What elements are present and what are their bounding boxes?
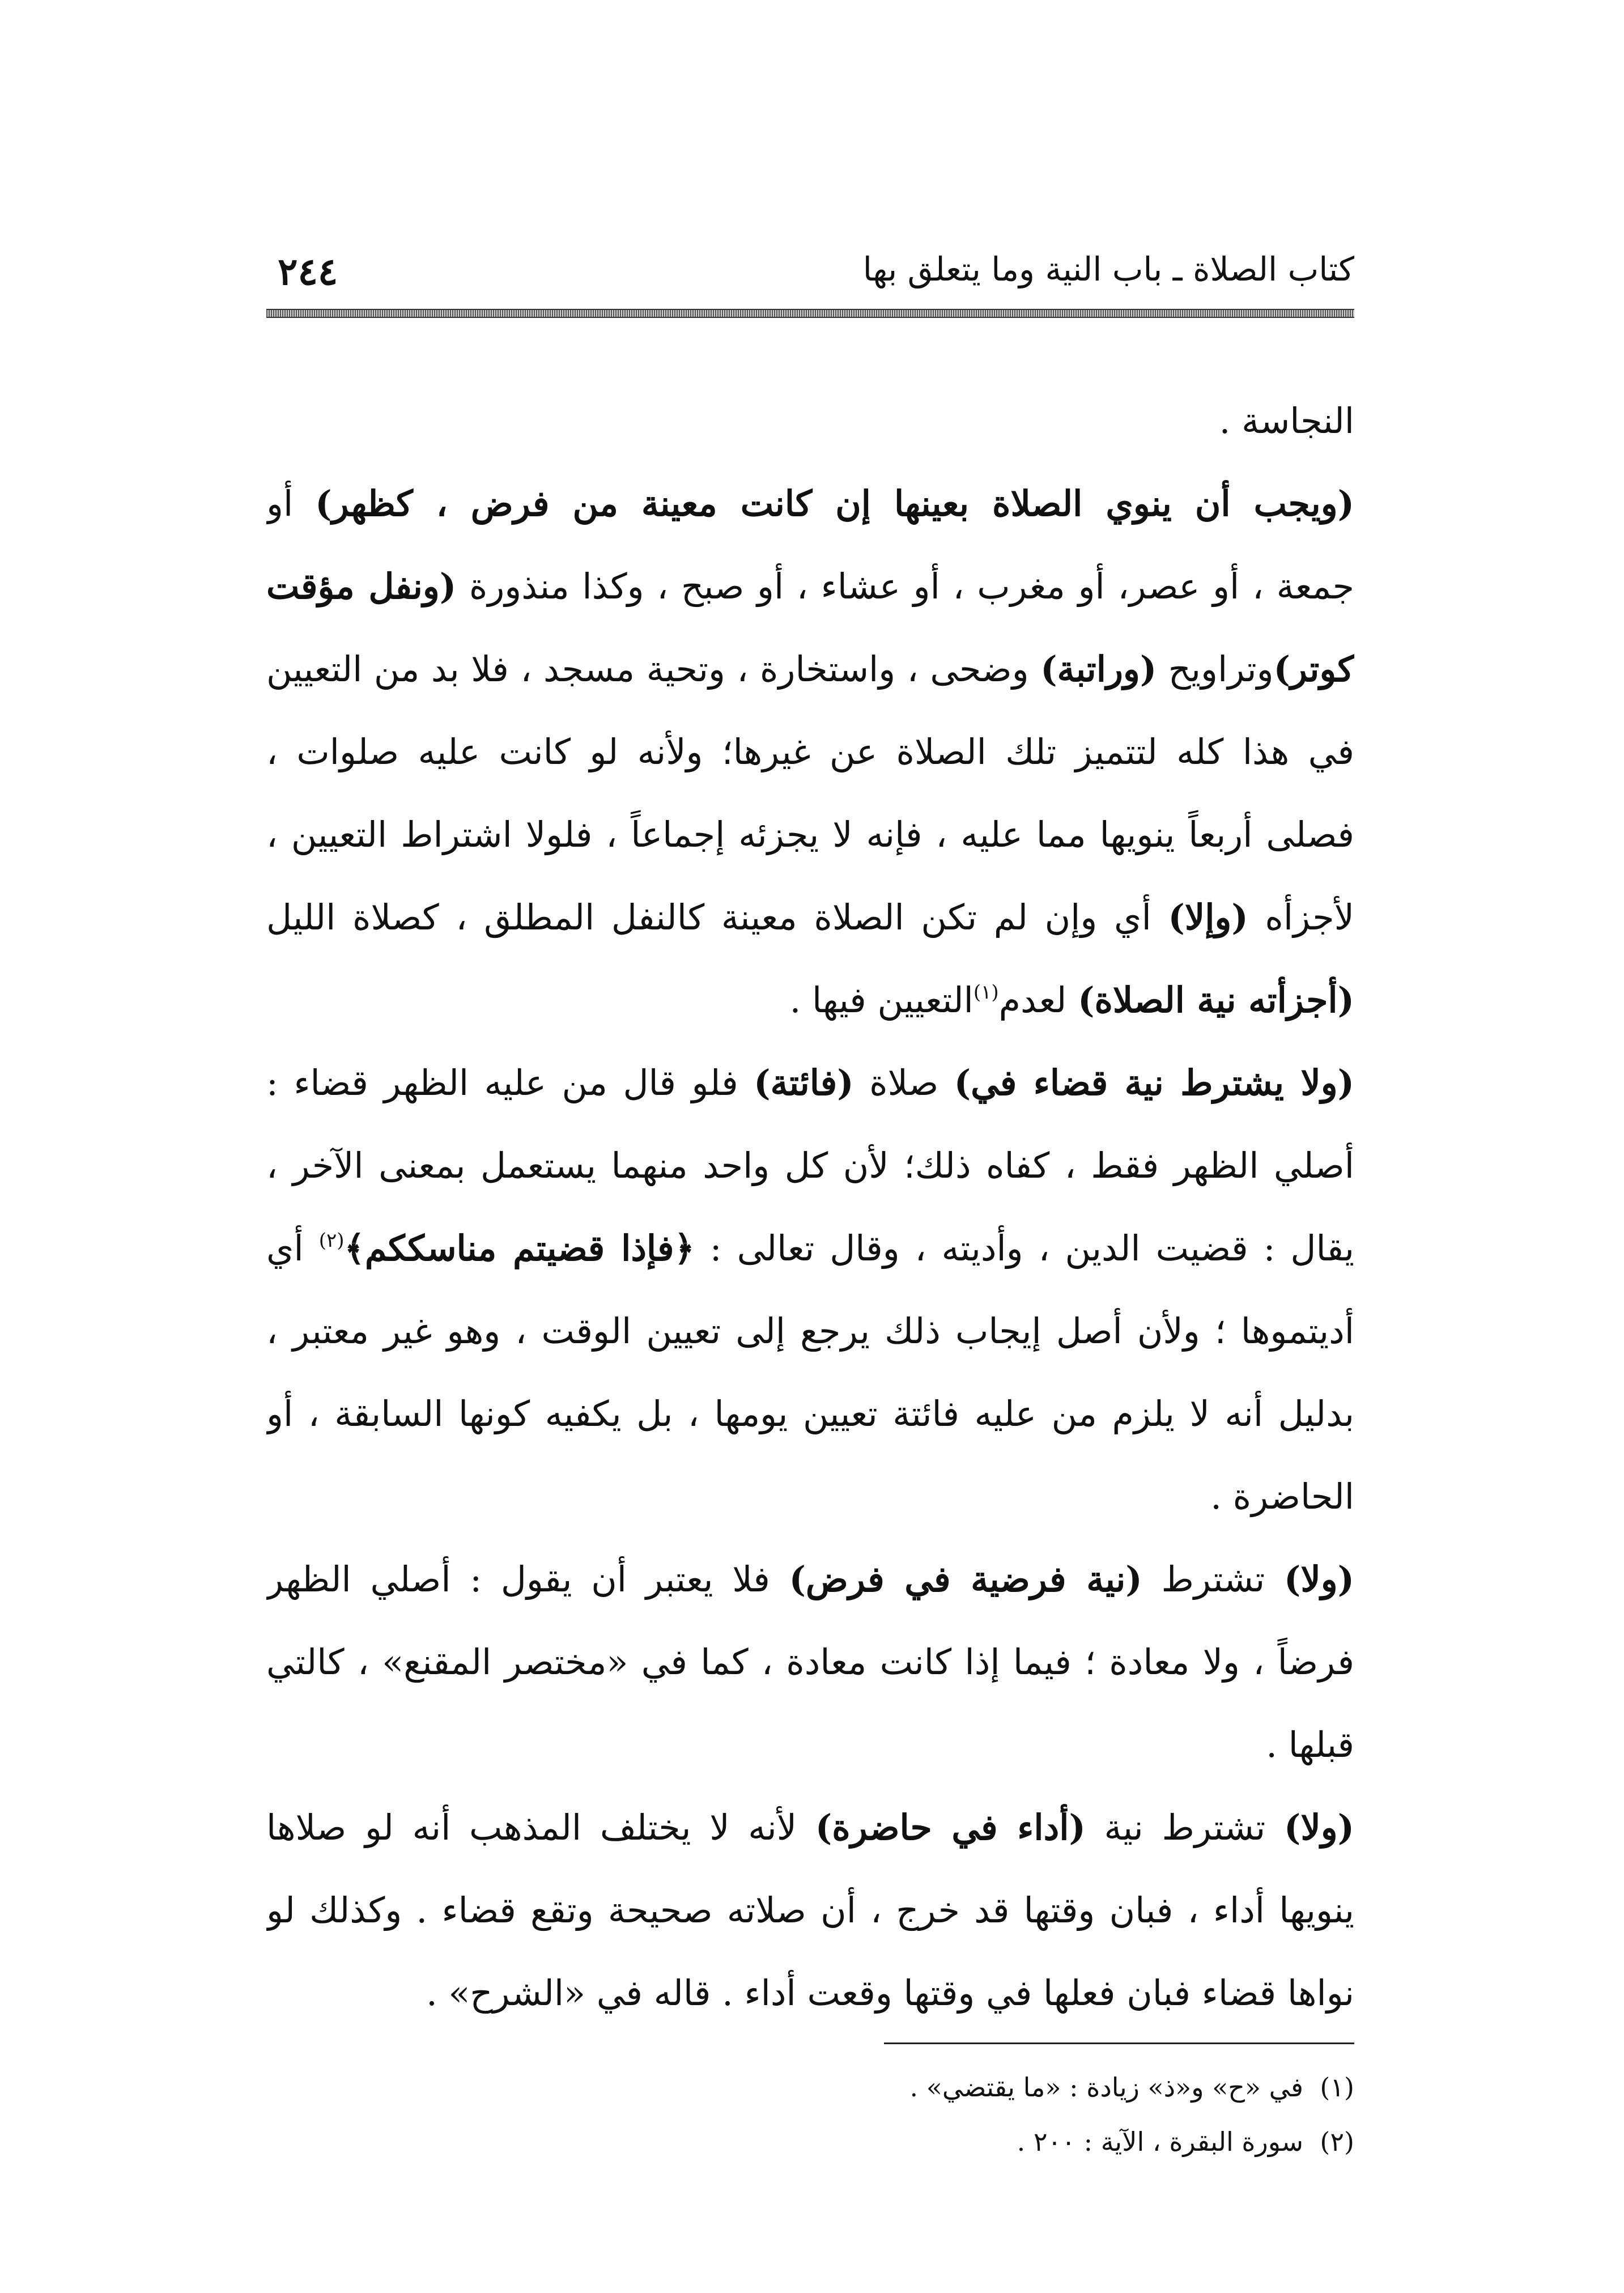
matn-text: (أجزأته نية الصلاة) (1078, 979, 1354, 1021)
text-line (266, 1373, 1354, 1455)
text-run: فصلى أربعاً ينويها مما عليه ، فإنه لا يجزئه إجماعاً ، فلولا اشتراط التعيين ، (266, 814, 1354, 855)
quran-quote: ﴿فإذا قضيتم مناسككم﴾ (344, 1228, 695, 1269)
matn-text: (ويجب أن ينوي الصلاة بعينها إن كانت معينة من فرض ، كظهر) (315, 483, 1354, 524)
text-run: فرضاً ، ولا معادة ؛ فيما إذا كانت معادة ، كما في «مختصر المقنع» ، كالتي (266, 1641, 1354, 1683)
paragraph-4 (266, 1538, 1354, 1786)
footnotes (504, 2043, 1354, 2169)
chapter-title: كتاب الصلاة ـ باب النية وما يتعلق بها (862, 250, 1354, 288)
footnote-ref-1[interactable]: (١) (973, 981, 999, 1004)
text-line (266, 1869, 1354, 1952)
footnote-ref-2[interactable]: (٢) (318, 1229, 345, 1252)
footnote-number: (١) (1320, 2072, 1354, 2103)
matn-text: كوتر) (1273, 648, 1354, 690)
text-line (266, 545, 1354, 628)
text-run: الحاضرة . (1210, 1476, 1354, 1517)
text-run: النجاسة . (1219, 400, 1354, 441)
text-run: صلاة (853, 1062, 954, 1103)
footnote-number: (٢) (1320, 2126, 1354, 2157)
text-run: أي وإن لم تكن الصلاة معينة كالنفل المطلق ، كصلاة الليل (266, 897, 1168, 938)
text-line (266, 876, 1354, 959)
text-run: فلو قال من عليه الظهر قضاء : (266, 1062, 754, 1103)
text-line (266, 1538, 1354, 1621)
paragraph-1 (266, 380, 1354, 462)
header-rule (266, 309, 1354, 318)
text-run: بدليل أنه لا يلزم من عليه فائتة تعيين يومها ، بل يكفيه كونها السابقة ، أو (266, 1393, 1354, 1434)
matn-text: (أداء في حاضرة) (815, 1807, 1086, 1848)
text-run: فلا يعتبر أن يقول : أصلي الظهر (266, 1559, 789, 1600)
footnote-2 (504, 2114, 1354, 2169)
matn-text: (ولا) (1284, 1559, 1354, 1600)
text-line (266, 1455, 1354, 1538)
footnote-text: سورة البقرة ، الآية : ٢٠٠ . (1017, 2126, 1303, 2157)
text-run: لعدم (998, 979, 1078, 1021)
text-line (266, 462, 1354, 545)
text-run: وتراويح (1157, 648, 1274, 690)
matn-text: (وراتبة) (1040, 648, 1157, 690)
footnote-text: في «ح» و«ذ» زيادة : «ما يقتضي» . (909, 2072, 1303, 2103)
paragraph-2 (266, 462, 1354, 1042)
text-run: لأنه لا يختلف المذهب أنه لو صلاها (266, 1807, 815, 1848)
text-run: في هذا كله لتتميز تلك الصلاة عن غيرها؛ ولأنه لو كانت عليه صلوات ، (266, 731, 1354, 772)
running-header (266, 238, 1354, 300)
text-line (266, 1952, 1354, 2035)
matn-text: (نية فرضية في فرض) (789, 1559, 1142, 1600)
text-line (266, 1124, 1354, 1207)
text-line (266, 1621, 1354, 1704)
text-line (266, 1704, 1354, 1786)
matn-text: (ولا يشترط نية قضاء في) (954, 1062, 1354, 1103)
text-line (266, 711, 1354, 793)
matn-text: (ولا) (1284, 1807, 1354, 1848)
text-line (266, 959, 1354, 1042)
text-line (266, 793, 1354, 876)
text-line (266, 380, 1354, 462)
paragraph-5 (266, 1786, 1354, 2035)
text-run: وضحى ، واستخارة ، وتحية مسجد ، فلا بد من التعيين (266, 648, 1041, 690)
text-line (266, 1207, 1354, 1290)
matn-text: (وإلا) (1168, 897, 1248, 938)
text-run: التعيين فيها . (789, 979, 973, 1021)
text-line (266, 1786, 1354, 1869)
matn-text: (ونفل مؤقت (266, 566, 457, 607)
main-text (266, 380, 1354, 2169)
text-run: تشترط (1142, 1559, 1285, 1600)
text-run: أو (266, 483, 316, 524)
text-line (266, 1290, 1354, 1373)
text-run: لأجزأه (1248, 897, 1354, 938)
footnote-rule (884, 2043, 1354, 2044)
text-run: أي (266, 1228, 319, 1269)
text-line (266, 628, 1354, 711)
footnote-1 (504, 2060, 1354, 2114)
text-run: قبلها . (1266, 1724, 1354, 1765)
text-run: تشترط نية (1085, 1807, 1285, 1848)
paragraph-3 (266, 1042, 1354, 1538)
text-run: أصلي الظهر فقط ، كفاه ذلك؛ لأن كل واحد منهما يستعمل بمعنى الآخر ، (266, 1145, 1354, 1186)
text-run: نواها قضاء فبان فعلها في وقتها وقعت أداء . قاله في «الشرح» . (426, 1972, 1354, 2014)
text-run: ينويها أداء ، فبان وقتها قد خرج ، أن صلاته صحيحة وتقع قضاء . وكذلك لو (266, 1889, 1354, 1931)
matn-text: (فائتة) (754, 1062, 854, 1103)
text-run: يقال : قضيت الدين ، وأديته ، وقال تعالى : (694, 1228, 1354, 1269)
text-line (266, 1042, 1354, 1124)
text-run: جمعة ، أو عصر، أو مغرب ، أو عشاء ، أو صبح ، وكذا منذورة (456, 566, 1354, 607)
page-number: ٢٤٤ (278, 249, 338, 294)
text-run: أديتموها ؛ ولأن أصل إيجاب ذلك يرجع إلى تعيين الوقت ، وهو غير معتبر ، (266, 1310, 1354, 1352)
